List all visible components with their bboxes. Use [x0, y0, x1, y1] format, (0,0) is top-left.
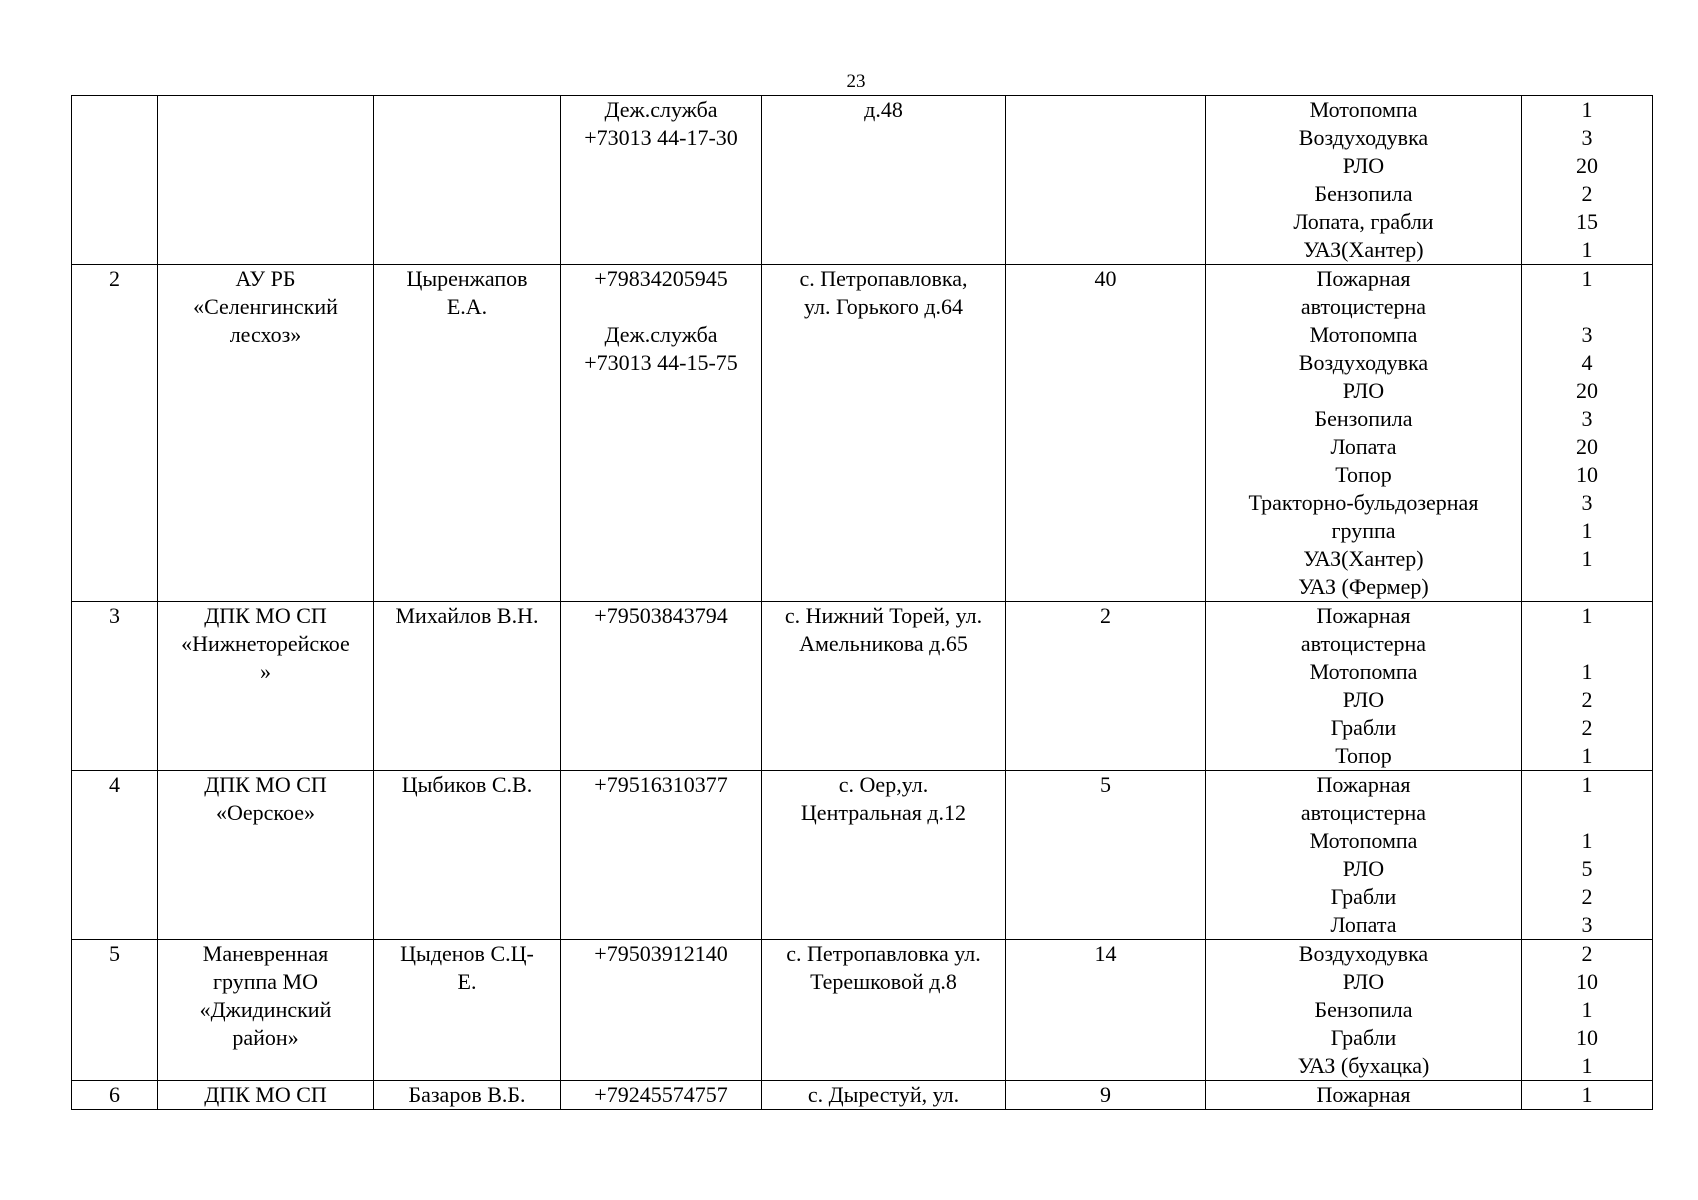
page-number: 23: [846, 71, 866, 92]
phone-cell-line: +73013 44-15-75: [584, 350, 738, 375]
table-row: [72, 265, 1653, 602]
equipment-quantity: 5: [1581, 856, 1593, 881]
address-cell-line: с. Петропавловка,: [799, 266, 968, 291]
address-cell-line: Амельникова д.65: [799, 631, 968, 656]
equipment-quantity: 20: [1576, 153, 1598, 178]
row-number-cell: 6: [72, 1081, 158, 1110]
equipment-quantity: 20: [1576, 378, 1598, 403]
resources-table: [71, 95, 1653, 1110]
phone-cell-line: +79245574757: [594, 1082, 728, 1107]
equipment-quantity: 10: [1576, 969, 1598, 994]
equipment-item: автоцистерна: [1300, 631, 1427, 656]
equipment-quantity: [1526, 799, 1648, 827]
equipment-quantity: 1: [1581, 772, 1593, 797]
head-name-cell-line: Е.А.: [446, 294, 488, 319]
equipment-item: Бензопила: [1314, 406, 1413, 431]
quantity-cell: [1522, 1081, 1653, 1110]
address-cell: [762, 1081, 1006, 1110]
organization-cell-line: «Оерское»: [215, 800, 316, 825]
equipment-item: Топор: [1335, 743, 1392, 768]
equipment-cell: [1206, 265, 1522, 602]
head-name-cell: [374, 1081, 561, 1110]
phone-cell-line: Деж.служба: [604, 322, 718, 347]
organization-cell-line: «Джидинский: [199, 997, 332, 1022]
staff-count-cell: 9: [1006, 1081, 1206, 1110]
equipment-cell: [1206, 940, 1522, 1081]
address-cell-line: д.48: [864, 97, 903, 122]
phone-cell: [561, 96, 762, 265]
equipment-quantity: 3: [1581, 406, 1593, 431]
head-name-cell: [374, 265, 561, 602]
quantity-cell: [1522, 771, 1653, 940]
organization-cell: [158, 96, 374, 265]
equipment-item: Лопата, грабли: [1293, 209, 1434, 234]
address-cell-line: с. Нижний Торей, ул.: [784, 603, 983, 628]
equipment-item: Воздуходувка: [1298, 125, 1429, 150]
equipment-item: РЛО: [1342, 856, 1385, 881]
equipment-quantity: 2: [1581, 884, 1593, 909]
address-cell: [762, 265, 1006, 602]
equipment-quantity: [1526, 630, 1648, 658]
organization-cell: [158, 265, 374, 602]
head-name-cell-line: Е.: [457, 969, 477, 994]
row-number-cell: 2: [72, 265, 158, 602]
address-cell: [762, 771, 1006, 940]
equipment-item: Грабли: [1330, 715, 1397, 740]
equipment-quantity: 15: [1576, 209, 1598, 234]
organization-cell-line: »: [260, 659, 271, 684]
equipment-cell: [1206, 602, 1522, 771]
equipment-item: УАЗ(Хантер): [1303, 546, 1424, 571]
head-name-cell: [374, 602, 561, 771]
row-number-cell: 3: [72, 602, 158, 771]
head-name-cell-line: Цыренжапов: [406, 266, 528, 291]
table-row: [72, 940, 1653, 1081]
head-name-cell-line: Михайлов В.Н.: [395, 603, 539, 628]
equipment-item: автоцистерна: [1300, 294, 1427, 319]
table-row: [72, 1081, 1653, 1110]
address-cell: [762, 602, 1006, 771]
equipment-item: РЛО: [1342, 969, 1385, 994]
phone-cell: [561, 1081, 762, 1110]
equipment-quantity: 1: [1581, 828, 1593, 853]
equipment-item: Пожарная: [1316, 1082, 1411, 1107]
equipment-cell: [1206, 1081, 1522, 1110]
phone-cell-line: Деж.служба: [604, 97, 718, 122]
equipment-item: РЛО: [1342, 378, 1385, 403]
phone-cell-line: +79503843794: [594, 603, 728, 628]
head-name-cell-line: Цыденов С.Ц-: [400, 941, 534, 966]
organization-cell-line: ДПК МО СП: [204, 603, 327, 628]
equipment-cell: [1206, 771, 1522, 940]
address-cell: [762, 940, 1006, 1081]
table-row: [72, 771, 1653, 940]
equipment-item: Бензопила: [1314, 997, 1413, 1022]
equipment-quantity: 1: [1581, 546, 1593, 571]
equipment-quantity: 2: [1581, 941, 1593, 966]
address-cell-line: Терешковой д.8: [810, 969, 957, 994]
equipment-item: УАЗ(Хантер): [1303, 237, 1424, 262]
head-name-cell: [374, 940, 561, 1081]
head-name-cell-line: Базаров В.Б.: [408, 1082, 526, 1107]
equipment-item: Топор: [1335, 462, 1392, 487]
equipment-item: Лопата: [1330, 912, 1397, 937]
phone-cell-line: +79834205945: [594, 266, 728, 291]
phone-cell: [561, 265, 762, 602]
organization-cell-line: район»: [232, 1025, 299, 1050]
equipment-quantity: 1: [1581, 997, 1593, 1022]
address-cell-line: с. Оер,ул.: [838, 772, 929, 797]
organization-cell-line: группа МО: [213, 969, 318, 994]
staff-count-cell: 5: [1006, 771, 1206, 940]
equipment-item: Пожарная: [1316, 603, 1411, 628]
equipment-quantity: [1526, 573, 1648, 601]
equipment-item: Воздуходувка: [1298, 350, 1429, 375]
equipment-quantity: 10: [1576, 462, 1598, 487]
quantity-cell: [1522, 265, 1653, 602]
equipment-item: Мотопомпа: [1309, 828, 1418, 853]
staff-count-cell: 40: [1006, 265, 1206, 602]
organization-cell-line: ДПК МО СП: [204, 772, 327, 797]
equipment-quantity: 1: [1581, 97, 1593, 122]
address-cell-line: с. Петропавловка ул.: [786, 941, 981, 966]
equipment-quantity: 4: [1581, 350, 1593, 375]
table-body: [72, 96, 1653, 1110]
equipment-item: Бензопила: [1314, 181, 1413, 206]
equipment-item: РЛО: [1342, 687, 1385, 712]
phone-cell-line: +79503912140: [594, 941, 728, 966]
equipment-quantity: 20: [1576, 434, 1598, 459]
equipment-quantity: 2: [1581, 687, 1593, 712]
equipment-quantity: 3: [1581, 125, 1593, 150]
equipment-quantity: 1: [1581, 266, 1593, 291]
organization-cell: [158, 771, 374, 940]
equipment-quantity: 1: [1581, 518, 1593, 543]
phone-cell-line: +79516310377: [594, 772, 728, 797]
organization-cell: [158, 602, 374, 771]
table-row: [72, 96, 1653, 265]
quantity-cell: [1522, 940, 1653, 1081]
phone-cell: [561, 940, 762, 1081]
staff-count-cell: 14: [1006, 940, 1206, 1081]
equipment-quantity: 1: [1581, 603, 1593, 628]
row-number-cell: 4: [72, 771, 158, 940]
equipment-cell: [1206, 96, 1522, 265]
equipment-item: Мотопомпа: [1309, 322, 1418, 347]
organization-cell-line: АУ РБ: [235, 266, 296, 291]
equipment-quantity: 1: [1581, 1053, 1593, 1078]
quantity-cell: [1522, 602, 1653, 771]
address-cell-line: ул. Горького д.64: [803, 294, 964, 319]
equipment-item: Грабли: [1330, 884, 1397, 909]
address-cell-line: с. Дырестуй, ул.: [807, 1082, 960, 1107]
equipment-quantity: 1: [1581, 1082, 1593, 1107]
table-row: [72, 602, 1653, 771]
head-name-cell: [374, 96, 561, 265]
equipment-quantity: 1: [1581, 237, 1593, 262]
organization-cell-line: «Селенгинский: [193, 294, 338, 319]
equipment-quantity: 1: [1581, 659, 1593, 684]
equipment-quantity: 3: [1581, 322, 1593, 347]
equipment-quantity: 2: [1581, 715, 1593, 740]
organization-cell: [158, 940, 374, 1081]
organization-cell-line: Маневренная: [202, 941, 329, 966]
head-name-cell-line: Цыбиков С.В.: [401, 772, 533, 797]
equipment-quantity: 3: [1581, 490, 1593, 515]
equipment-item: УАЗ (бухацка): [1297, 1053, 1430, 1078]
address-cell: [762, 96, 1006, 265]
equipment-quantity: [1526, 293, 1648, 321]
staff-count-cell: 2: [1006, 602, 1206, 771]
staff-count-cell: [1006, 96, 1206, 265]
row-number-cell: [72, 96, 158, 265]
equipment-item: автоцистерна: [1300, 800, 1427, 825]
equipment-item: Мотопомпа: [1309, 659, 1418, 684]
equipment-quantity: 3: [1581, 912, 1593, 937]
equipment-item: группа: [1331, 518, 1396, 543]
equipment-quantity: 2: [1581, 181, 1593, 206]
equipment-item: Мотопомпа: [1309, 97, 1418, 122]
equipment-item: Грабли: [1330, 1025, 1397, 1050]
row-number-cell: 5: [72, 940, 158, 1081]
quantity-cell: [1522, 96, 1653, 265]
equipment-item: Воздуходувка: [1298, 941, 1429, 966]
equipment-quantity: 1: [1581, 743, 1593, 768]
phone-cell-line: +73013 44-17-30: [584, 125, 738, 150]
equipment-item: Пожарная: [1316, 266, 1411, 291]
equipment-item: Пожарная: [1316, 772, 1411, 797]
equipment-item: УАЗ (Фермер): [1298, 574, 1429, 599]
address-cell-line: Центральная д.12: [800, 800, 967, 825]
equipment-item: Тракторно-бульдозерная: [1248, 490, 1479, 515]
phone-cell-line: [565, 293, 757, 321]
equipment-item: Лопата: [1330, 434, 1397, 459]
equipment-quantity: 10: [1576, 1025, 1598, 1050]
head-name-cell: [374, 771, 561, 940]
organization-cell-line: ДПК МО СП: [204, 1082, 327, 1107]
equipment-item: РЛО: [1342, 153, 1385, 178]
phone-cell: [561, 602, 762, 771]
organization-cell-line: лесхоз»: [229, 322, 302, 347]
phone-cell: [561, 771, 762, 940]
organization-cell-line: «Нижнеторейское: [181, 631, 350, 656]
organization-cell: [158, 1081, 374, 1110]
